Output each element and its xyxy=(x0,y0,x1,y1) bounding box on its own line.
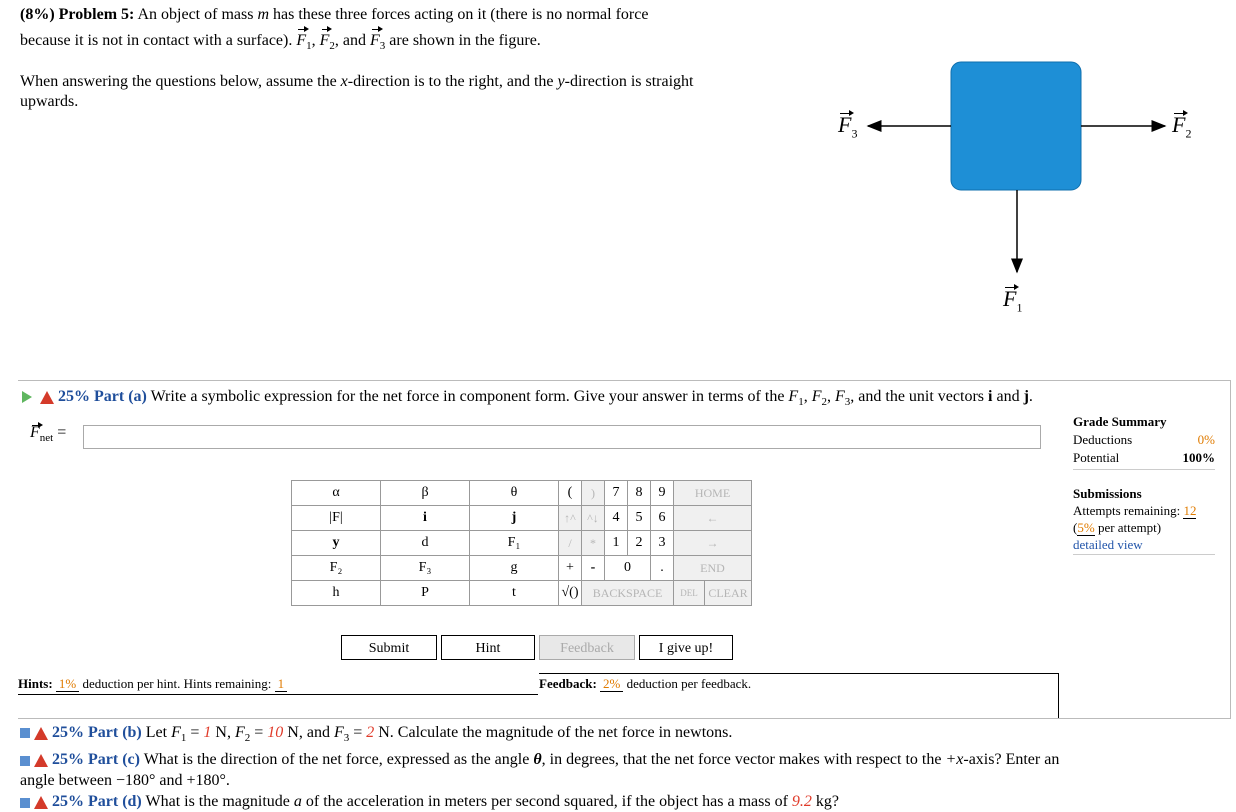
key-1[interactable]: 1 xyxy=(605,531,628,556)
submissions-summary: Submissions Attempts remaining: 12 (5% per attempt) detailed view xyxy=(1073,486,1197,552)
part-c-row-continued: angle between −180° and +180°. xyxy=(20,772,230,790)
key-f2[interactable]: F₂ xyxy=(292,556,381,581)
collapse-icon[interactable] xyxy=(20,728,30,738)
part-a-top-border xyxy=(18,380,1230,381)
key-decimal[interactable]: . xyxy=(651,556,674,581)
part-b-row[interactable]: 25% Part (b) Let $F_1 = 1$ N, $F_2 = 10$ N, and $F_3 = 2$ N. Calculate the magnitude of the net force in newtons. xyxy=(20,722,1230,749)
label-f3: $F_3$ xyxy=(838,112,858,141)
feedback-divider-right xyxy=(1058,673,1059,718)
hints-info: Hints: 1% deduction per hint. Hints remaining: 1 xyxy=(18,676,287,692)
key-beta[interactable]: β xyxy=(381,481,470,506)
key-backspace[interactable]: BACKSPACE xyxy=(582,581,674,606)
fnet-label: $F_{net}$ = xyxy=(30,424,67,445)
problem-label: (8%) Problem 5: xyxy=(20,6,135,23)
key-8[interactable]: 8 xyxy=(628,481,651,506)
feedback-button[interactable]: Feedback xyxy=(539,635,635,660)
key-6[interactable]: 6 xyxy=(651,506,674,531)
part-a-bottom-border xyxy=(18,718,1231,719)
key-0[interactable]: 0 xyxy=(605,556,651,581)
hint-button[interactable]: Hint xyxy=(441,635,535,660)
part-d-row[interactable]: 25% Part (d) What is the magnitude a of the acceleration in meters per second squared, if the object has a mass of 9.2 kg? xyxy=(20,791,1230,812)
force-diagram xyxy=(820,55,1220,325)
part-c-row[interactable]: 25% Part (c) What is the direction of the net force, expressed as the angle θ, in degrees, that the net force vector makes with respect to the +x-axis? Enter an xyxy=(20,749,1230,770)
key-theta[interactable]: θ xyxy=(470,481,559,506)
key-alpha[interactable]: α xyxy=(292,481,381,506)
key-end[interactable]: END xyxy=(674,556,752,581)
key-4[interactable]: 4 xyxy=(605,506,628,531)
key-f3[interactable]: F₃ xyxy=(381,556,470,581)
key-raise[interactable]: ↑^ xyxy=(559,506,582,531)
warning-icon xyxy=(34,727,48,740)
collapse-icon[interactable] xyxy=(20,798,30,808)
key-minus[interactable]: - xyxy=(582,556,605,581)
warning-icon xyxy=(34,754,48,767)
key-2[interactable]: 2 xyxy=(628,531,651,556)
detailed-view-link[interactable]: detailed view xyxy=(1073,537,1143,552)
key-5[interactable]: 5 xyxy=(628,506,651,531)
key-lower[interactable]: ^↓ xyxy=(582,506,605,531)
key-g[interactable]: g xyxy=(470,556,559,581)
key-t[interactable]: t xyxy=(470,581,559,606)
warning-icon xyxy=(40,391,54,404)
key-right-arrow[interactable]: → xyxy=(674,531,752,556)
key-plus[interactable]: + xyxy=(559,556,582,581)
keypad xyxy=(291,480,752,606)
give-up-button[interactable]: I give up! xyxy=(639,635,733,660)
key-9[interactable]: 9 xyxy=(651,481,674,506)
collapse-icon[interactable] xyxy=(20,756,30,766)
feedback-info: Feedback: 2% deduction per feedback. xyxy=(539,676,752,691)
key-d[interactable]: d xyxy=(381,531,470,556)
label-f2: $F_2$ xyxy=(1172,112,1192,141)
key-y[interactable]: y xyxy=(292,531,381,556)
part-a-right-border xyxy=(1230,380,1231,718)
key-f1[interactable]: F₁ xyxy=(470,531,559,556)
feedback-divider xyxy=(539,673,1058,674)
key-i[interactable]: i xyxy=(381,506,470,531)
key-open-paren[interactable]: ( xyxy=(559,481,582,506)
fnet-answer-input[interactable] xyxy=(83,425,1041,449)
remaining-parts xyxy=(20,722,1230,812)
summary-divider xyxy=(1073,469,1215,470)
key-divide[interactable]: / xyxy=(559,531,582,556)
submit-button[interactable]: Submit xyxy=(341,635,437,660)
hints-divider xyxy=(18,694,538,695)
expand-arrow-icon[interactable] xyxy=(22,391,32,403)
submissions-divider xyxy=(1073,554,1215,555)
warning-icon xyxy=(34,796,48,809)
key-7[interactable]: 7 xyxy=(605,481,628,506)
key-sqrt[interactable]: √() xyxy=(559,581,582,606)
part-a-header: 25% Part (a) Write a symbolic expression for the net force in component form. Give your answer in terms of the $F_1$, $F_2$, $F_3$, and the unit vectors i and j. xyxy=(22,388,1033,408)
key-clear[interactable]: CLEAR xyxy=(705,581,752,606)
grade-summary: Grade Summary Deductions 0% Potential 100% xyxy=(1073,414,1215,465)
key-home[interactable]: HOME xyxy=(674,481,752,506)
key-3[interactable]: 3 xyxy=(651,531,674,556)
key-left-arrow[interactable]: ← xyxy=(674,506,752,531)
key-h[interactable]: h xyxy=(292,581,381,606)
key-abs-f[interactable]: |F| xyxy=(292,506,381,531)
label-f1: $F_1$ xyxy=(1003,286,1023,315)
problem-statement: (8%) Problem 5: An object of mass m has these three forces acting on it (there is no normal force because it is not in contact with a surface). $F_1$, $F_2$, and $F_3$ are shown in the figure. When answering the questions below, assume the x-direction is to the right, and the y-direction is straight upwards. xyxy=(20,6,694,111)
key-del[interactable]: DEL xyxy=(674,581,705,606)
key-p[interactable]: P xyxy=(381,581,470,606)
key-j[interactable]: j xyxy=(470,506,559,531)
object-box xyxy=(951,62,1081,190)
key-close-paren[interactable]: ) xyxy=(582,481,605,506)
key-multiply[interactable]: * xyxy=(582,531,605,556)
